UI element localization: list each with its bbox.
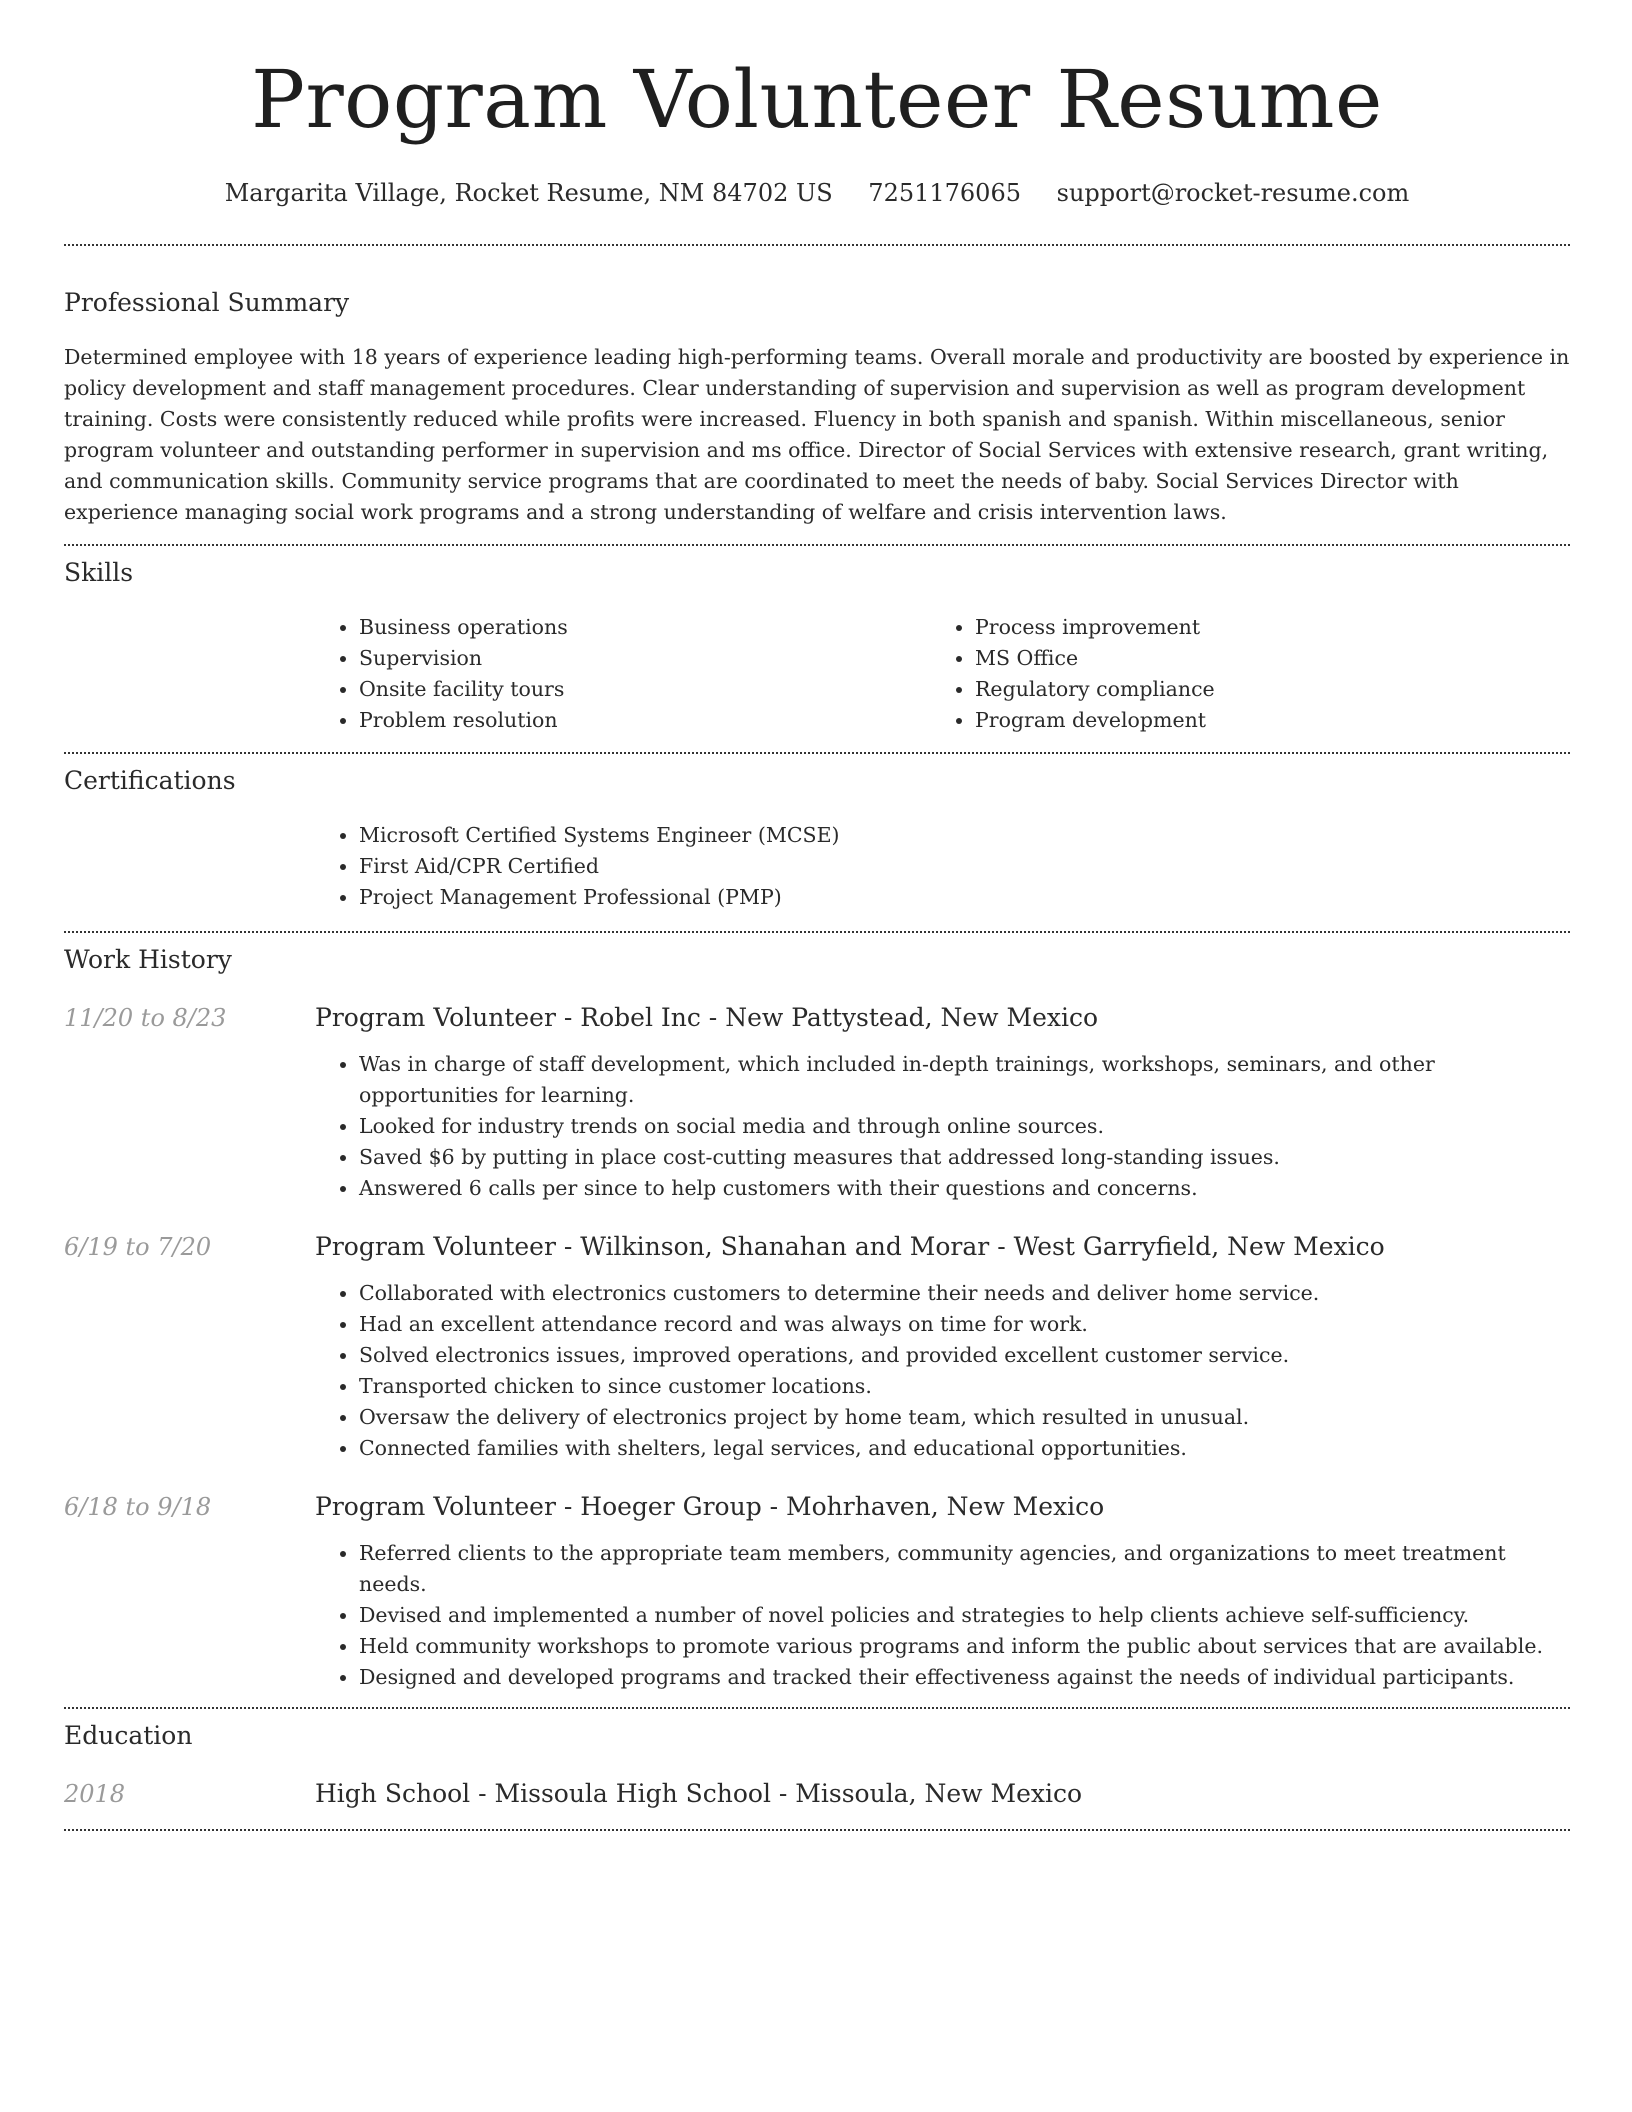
skill-item: • Regulatory compliance	[975, 674, 1547, 705]
divider	[64, 752, 1570, 754]
contact-address: Margarita Village, Rocket Resume, NM 84702 US	[224, 179, 833, 207]
skill-item: • Program development	[975, 705, 1547, 736]
contact-email: support@rocket-resume.com	[1056, 179, 1410, 207]
job-entry	[64, 1490, 1570, 1693]
job-bullet: • Solved electronics issues, improved operations, and provided excellent customer service.	[359, 1340, 1570, 1371]
skill-item: • MS Office	[975, 643, 1547, 674]
job-dates: 11/20 to 8/23	[64, 1004, 227, 1032]
section-title-work-history: Work History	[64, 945, 232, 974]
job-bullet: • Was in charge of staff development, which included in-depth trainings, workshops, seminars, and other opportunities for learning.	[359, 1049, 1570, 1111]
skill-item: • Supervision	[359, 643, 931, 674]
section-title-education: Education	[64, 1721, 193, 1750]
job-bullet: • Referred clients to the appropriate team members, community agencies, and organizations to meet treatment needs.	[359, 1538, 1570, 1600]
job-dates: 6/19 to 7/20	[64, 1233, 212, 1261]
job-header	[64, 1490, 1570, 1524]
job-bullet: • Transported chicken to since customer locations.	[359, 1371, 1570, 1402]
certification-item: • Project Management Professional (PMP)	[359, 882, 1570, 913]
job-bullets	[315, 1049, 1570, 1204]
job-bullet: • Had an excellent attendance record and was always on time for work.	[359, 1309, 1570, 1340]
section-title-skills: Skills	[64, 558, 134, 587]
resume-title: Program Volunteer Resume	[251, 53, 1383, 146]
certifications-list	[315, 820, 1570, 913]
contact-phone: 7251176065	[868, 179, 1021, 207]
job-entry	[64, 1001, 1570, 1204]
job-bullet: • Answered 6 calls per since to help customers with their questions and concerns.	[359, 1173, 1570, 1204]
contact-line	[64, 176, 1570, 210]
education-year: 2018	[64, 1780, 126, 1808]
job-heading: Program Volunteer - Robel Inc - New Pattystead, New Mexico	[315, 1003, 1099, 1032]
divider	[64, 244, 1570, 246]
job-heading: Program Volunteer - Wilkinson, Shanahan and Morar - West Garryfield, New Mexico	[315, 1232, 1385, 1261]
section-title-summary: Professional Summary	[64, 288, 350, 317]
skills-column-left	[315, 612, 931, 736]
job-bullet: • Saved $6 by putting in place cost-cutting measures that addressed long-standing issues.	[359, 1142, 1570, 1173]
education-heading: High School - Missoula High School - Missoula, New Mexico	[315, 1779, 1083, 1808]
job-bullet: • Connected families with shelters, legal services, and educational opportunities.	[359, 1433, 1570, 1464]
divider	[64, 1829, 1570, 1831]
job-bullet: • Collaborated with electronics customers to determine their needs and deliver home service.	[359, 1278, 1570, 1309]
certification-item: • First Aid/CPR Certified	[359, 851, 1570, 882]
job-heading: Program Volunteer - Hoeger Group - Mohrhaven, New Mexico	[315, 1492, 1105, 1521]
job-header	[64, 1001, 1570, 1035]
job-bullet: • Looked for industry trends on social media and through online sources.	[359, 1111, 1570, 1142]
job-header	[64, 1230, 1570, 1264]
certification-item: • Microsoft Certified Systems Engineer (MCSE)	[359, 820, 1570, 851]
divider	[64, 931, 1570, 933]
job-bullet: • Oversaw the delivery of electronics project by home team, which resulted in unusual.	[359, 1402, 1570, 1433]
job-entry	[64, 1230, 1570, 1464]
resume-page	[64, 0, 1570, 1831]
divider	[64, 1707, 1570, 1709]
job-dates: 6/18 to 9/18	[64, 1493, 212, 1521]
skills-list	[315, 612, 1570, 736]
skill-item: • Onsite facility tours	[359, 674, 931, 705]
education-header	[64, 1777, 1570, 1811]
job-bullet: • Designed and developed programs and tracked their effectiveness against the needs of individual participants.	[359, 1662, 1570, 1693]
education-entry	[64, 1777, 1570, 1811]
job-bullets	[315, 1278, 1570, 1464]
divider	[64, 544, 1570, 546]
summary-text: Determined employee with 18 years of experience leading high-performing teams. Overall morale and productivity are boosted by experience in policy development and staff management procedures. Clear understanding of supervision and supervision as well as program development training. Costs were consistently reduced while profits were increased. Fluency in both spanish and spanish. Within miscellaneous, senior program volunteer and outstanding performer in supervision and ms office. Director of Social Services with extensive research, grant writing, and communication skills. Community service programs that are coordinated to meet the needs of baby. Social Services Director with experience managing social work programs and a strong understanding of welfare and crisis intervention laws.	[64, 345, 1570, 524]
section-title-certifications: Certifications	[64, 766, 236, 795]
skills-column-right	[931, 612, 1547, 736]
job-bullets	[315, 1538, 1570, 1693]
skill-item: • Process improvement	[975, 612, 1547, 643]
job-bullet: • Devised and implemented a number of novel policies and strategies to help clients achieve self-sufficiency.	[359, 1600, 1570, 1631]
job-bullet: • Held community workshops to promote various programs and inform the public about services that are available.	[359, 1631, 1570, 1662]
skill-item: • Problem resolution	[359, 705, 931, 736]
skill-item: • Business operations	[359, 612, 931, 643]
